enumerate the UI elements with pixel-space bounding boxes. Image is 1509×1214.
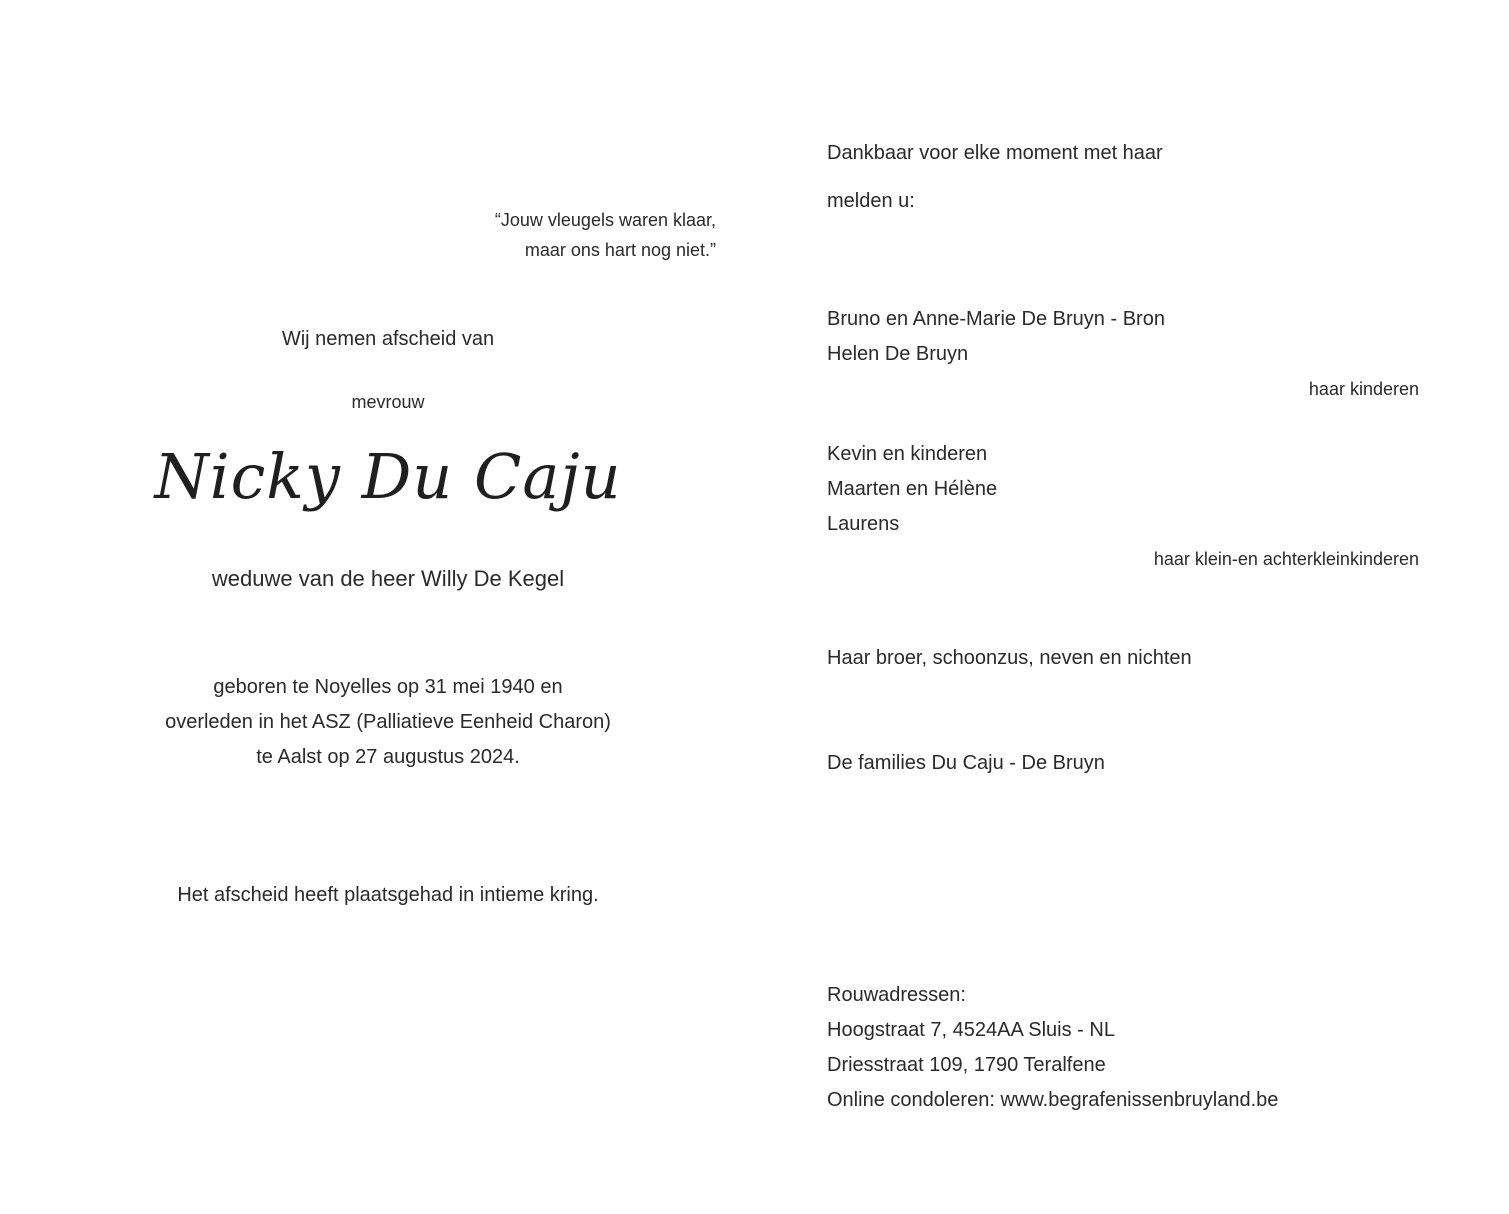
grandchildren-list [827,437,997,542]
quote-line-1: “Jouw vleugels waren klaar, [494,210,716,230]
child-entry: Bruno en Anne-Marie De Bruyn - Bron [827,308,1165,330]
grandchild-entry: Kevin en kinderen [827,443,988,465]
address-line: Driesstraat 109, 1790 Teralfene [827,1054,1106,1076]
grandchild-entry: Maarten en Hélène [827,478,998,500]
born-line-1: geboren te Noyelles op 31 mei 1940 en [213,676,563,698]
honorific: mevrouw [351,392,425,412]
addresses-block [827,978,1278,1118]
quote-line-2: maar ons hart nog niet.” [524,240,716,260]
children-label: haar kinderen [1308,379,1419,399]
farewell-text: Het afscheid heeft plaatsgehad in intieme kring. [177,884,599,906]
quote [495,205,716,265]
birth-death-block [165,670,611,775]
report-text: melden u: [827,190,915,212]
online-condolence: Online condoleren: www.begrafenissenbruyland.be [827,1089,1279,1111]
addresses-title: Rouwadressen: [827,984,966,1006]
grandchildren-label: haar klein-en achterkleinkinderen [1153,549,1419,569]
children-list [827,302,1165,372]
address-line: Hoogstraat 7, 4524AA Sluis - NL [827,1019,1115,1041]
child-entry: Helen De Bruyn [827,343,969,365]
widow-text: weduwe van de heer Willy De Kegel [211,566,565,591]
intro-text: Wij nemen afscheid van [281,328,495,350]
relatives-text: Haar broer, schoonzus, neven en nichten [827,647,1192,669]
families-text: De families Du Caju - De Bruyn [827,752,1105,774]
deceased-name: Nicky Du Caju [154,440,622,513]
born-line-2: overleden in het ASZ (Palliatieve Eenheid Charon) [165,711,611,733]
thanks-text: Dankbaar voor elke moment met haar [827,142,1163,164]
born-line-3: te Aalst op 27 augustus 2024. [256,746,520,768]
grandchild-entry: Laurens [827,513,900,535]
